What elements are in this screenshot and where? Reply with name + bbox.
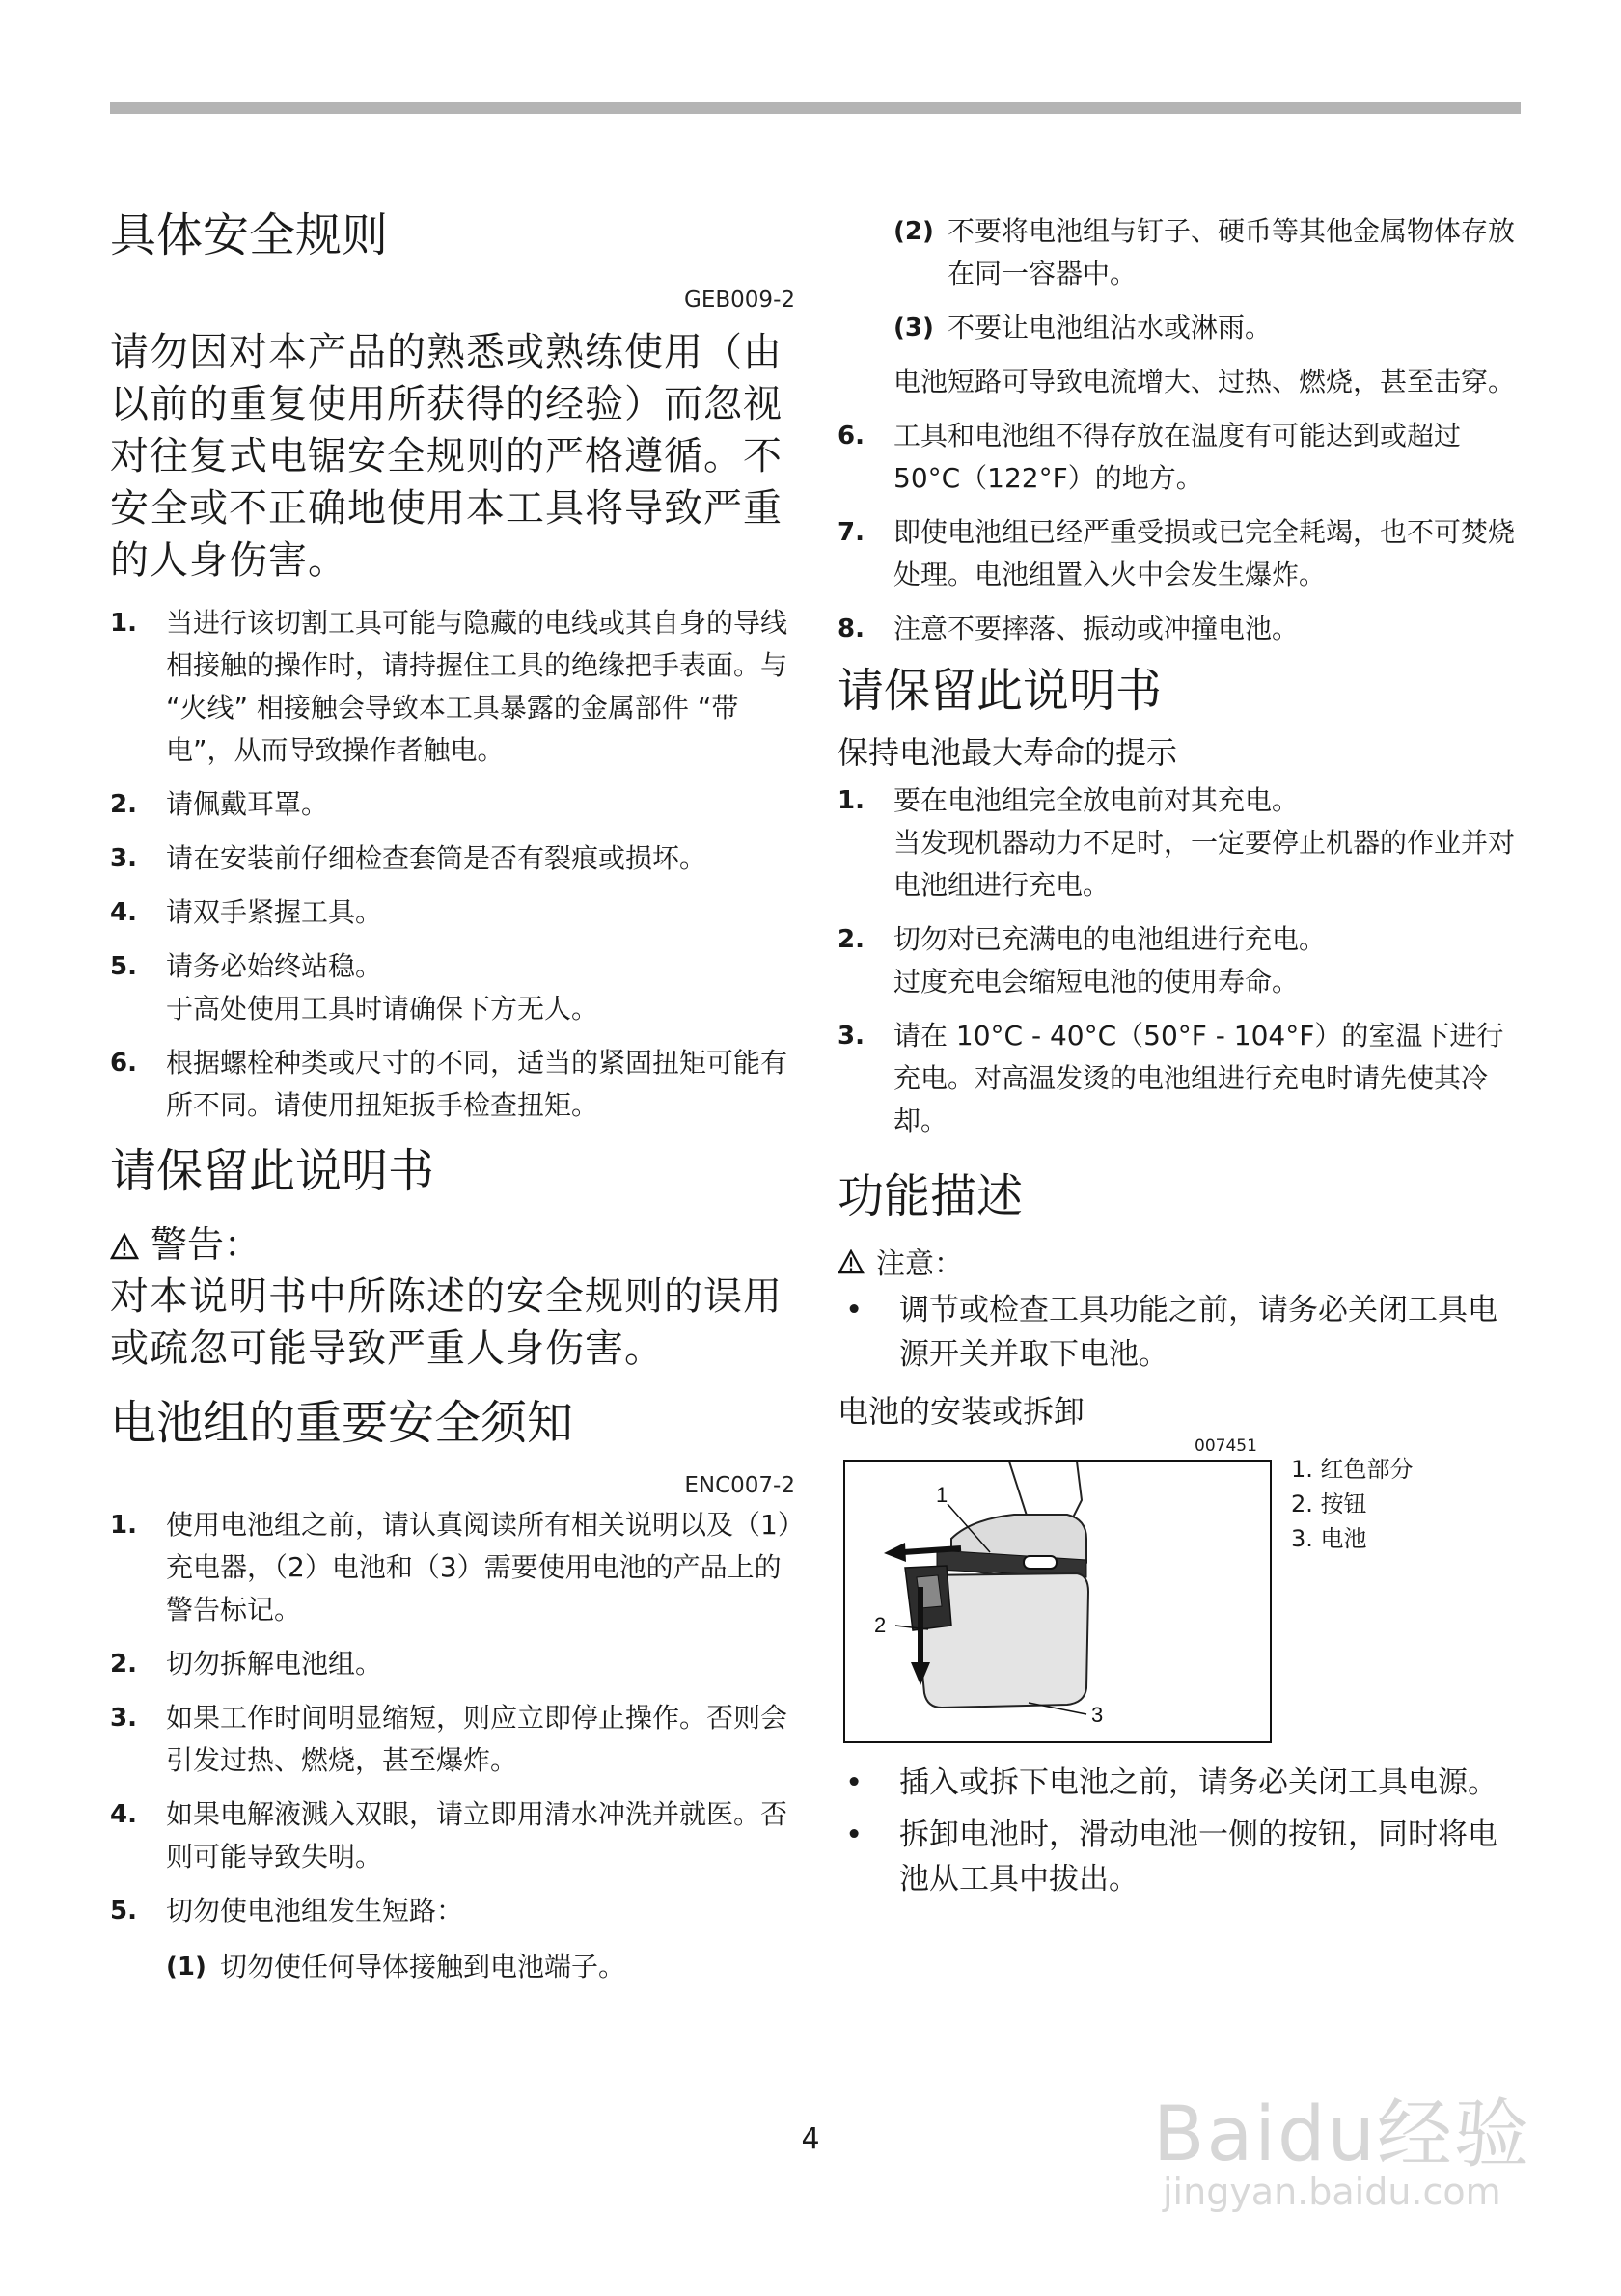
- tips-title: 保持电池最大寿命的提示: [838, 734, 1178, 771]
- battery-rule-item: [838, 415, 1525, 500]
- list-number: 4.: [110, 1799, 137, 1829]
- warning-paragraph: 请勿因对本产品的熟悉或熟练使用（由以前的重复使用所获得的经验）而忽视对往复式电锯安全规则的严格遵循。不安全或不正确地使用本工具将导致严重的人身伤害。: [110, 330, 783, 583]
- short-circuit-sublist: [893, 210, 1525, 349]
- list-number: 7.: [838, 518, 865, 547]
- tip-item: [838, 779, 1525, 907]
- list-text: 切勿使任何导体接触到电池端子。: [220, 1950, 626, 1982]
- battery-rule-item: [110, 1643, 795, 1685]
- battery-rule-item: [110, 1697, 795, 1782]
- battery-rules-list: [110, 1504, 795, 1932]
- safety-rules-list: [110, 602, 795, 1127]
- list-number: 3.: [110, 1703, 137, 1733]
- list-number: 5.: [110, 1896, 137, 1926]
- list-text: 如果工作时间明显缩短，则应立即停止操作。否则会引发过热、燃烧，甚至爆炸。: [166, 1701, 788, 1776]
- install-bullets: [838, 1761, 1525, 1901]
- bullet-text: 插入或拆下电池之前，请务必关闭工具电源。: [899, 1764, 1497, 1800]
- short-circuit-note: 电池短路可导致电流增大、过热、燃烧，甚至击穿。: [893, 366, 1516, 397]
- tip-item: [838, 918, 1525, 1003]
- rule-item: [110, 602, 795, 772]
- figure-code: 007451: [1195, 1435, 1257, 1456]
- callout-3: 3: [1091, 1702, 1104, 1727]
- rule-item: [110, 945, 795, 1030]
- section-title-specific-safety: 具体安全规则: [110, 208, 389, 262]
- caution-heading: [838, 1244, 1525, 1286]
- figure-illustration: [843, 1460, 1272, 1743]
- bullet-text: 拆卸电池时，滑动电池一侧的按钮，同时将电池从工具中拔出。: [899, 1817, 1497, 1897]
- list-number: (3): [893, 314, 934, 342]
- list-text: 工具和电池组不得存放在温度有可能达到或超过 50°C（122°F）的地方。: [893, 420, 1462, 494]
- warning-heading: [110, 1221, 795, 1271]
- bullet-dot-icon: •: [845, 1817, 864, 1852]
- list-text: 要在电池组完全放电前对其充电。 当发现机器动力不足时，一定要停止机器的作业并对电池组进行充电。: [893, 784, 1516, 901]
- legend-item: 1. 红色部分: [1291, 1455, 1414, 1483]
- section-title-save-instructions: 请保留此说明书: [110, 1144, 435, 1198]
- list-text: 注意不要摔落、振动或冲撞电池。: [893, 613, 1300, 644]
- warning-triangle-icon: [838, 1245, 865, 1286]
- caution-bullets: [838, 1288, 1525, 1377]
- list-text: 使用电池组之前，请认真阅读所有相关说明以及（1）充电器，（2）电池和（3）需要使用电池的产品上的警告标记。: [166, 1508, 791, 1626]
- battery-rules-list-continued: [838, 415, 1525, 650]
- battery-rule-item: [110, 1793, 795, 1878]
- tip-item: [838, 1015, 1525, 1142]
- battery-rule-item: [838, 511, 1525, 596]
- list-number: 6.: [110, 1049, 137, 1078]
- list-text: 请务必始终站稳。 于高处使用工具时请确保下方无人。: [166, 950, 599, 1025]
- left-column: [110, 193, 795, 2000]
- list-number: 3.: [838, 1022, 865, 1051]
- sub-item: [893, 210, 1525, 295]
- bullet-item: [838, 1288, 1525, 1377]
- list-number: 2.: [838, 925, 865, 954]
- battery-rule-item: [110, 1504, 795, 1631]
- right-column: [838, 193, 1525, 1909]
- section-title-save-instructions: 请保留此说明书: [838, 664, 1163, 718]
- list-number: (1): [166, 1952, 206, 1982]
- caution-label: 注意：: [876, 1247, 963, 1281]
- list-text: 不要让电池组沾水或淋雨。: [948, 312, 1273, 343]
- rule-item: [110, 891, 795, 934]
- callout-2: 2: [874, 1612, 887, 1637]
- list-number: 1.: [110, 1510, 137, 1540]
- warning-label: 警告：: [151, 1223, 261, 1266]
- battery-figure: [838, 1436, 1525, 1745]
- short-circuit-sublist: [166, 1946, 795, 1988]
- rule-item: [110, 783, 795, 826]
- list-text: 请佩戴耳罩。: [166, 788, 329, 820]
- list-text: 切勿使电池组发生短路：: [166, 1894, 464, 1927]
- list-text: 根据螺栓种类或尺寸的不同，适当的紧固扭矩可能有所不同。请使用扭矩扳手检查扭矩。: [166, 1047, 788, 1121]
- legend-item: 2. 按钮: [1291, 1490, 1367, 1517]
- sub-item: [893, 307, 1525, 349]
- warning-text: 对本说明书中所陈述的安全规则的误用或疏忽可能导致严重人身伤害。: [110, 1273, 783, 1371]
- bullet-dot-icon: •: [845, 1764, 864, 1800]
- bullet-text: 调节或检查工具功能之前，请务必关闭工具电源开关并取下电池。: [899, 1292, 1497, 1372]
- list-number: 1.: [110, 609, 137, 638]
- rule-item: [110, 837, 795, 880]
- warning-triangle-icon: [110, 1224, 139, 1271]
- list-text: 当进行该切割工具可能与隐藏的电线或其自身的导线相接触的操作时，请持握住工具的绝缘把手表面。与 “火线” 相接触会导致本工具暴露的金属部件 “带电”，从而导致操作者触电。: [166, 607, 788, 766]
- figure-legend: [1291, 1452, 1414, 1556]
- list-number: 6.: [838, 422, 865, 451]
- list-number: 2.: [110, 790, 137, 819]
- battery-rule-item: [110, 1890, 795, 1932]
- list-text: 切勿对已充满电的电池组进行充电。 过度充电会缩短电池的使用寿命。: [893, 923, 1327, 998]
- list-text: 请在 10°C - 40°C（50°F - 104°F）的室温下进行充电。对高温发烫的电池组进行充电时请先使其冷却。: [893, 1020, 1504, 1136]
- list-text: 请双手紧握工具。: [166, 896, 383, 928]
- battery-tips-list: [838, 779, 1525, 1142]
- battery-rule-item: [838, 608, 1525, 650]
- header-rule: [110, 102, 1521, 114]
- bullet-dot-icon: •: [845, 1292, 864, 1327]
- list-number: 1.: [838, 786, 865, 815]
- list-number: 5.: [110, 952, 137, 981]
- doc-code: ENC007-2: [684, 1472, 795, 1498]
- list-number: (2): [893, 217, 934, 246]
- doc-code: GEB009-2: [684, 287, 795, 313]
- list-number: 3.: [110, 844, 137, 873]
- list-text: 如果电解液溅入双眼，请立即用清水冲洗并就医。否则可能导致失明。: [166, 1797, 788, 1872]
- legend-item: 3. 电池: [1291, 1524, 1367, 1552]
- list-text: 不要将电池组与钉子、硬币等其他金属物体存放在同一容器中。: [948, 215, 1516, 289]
- page-number: 4: [801, 2122, 820, 2156]
- callout-1: 1: [936, 1482, 948, 1507]
- install-title: 电池的安装或拆卸: [838, 1392, 1085, 1430]
- rule-item: [110, 1042, 795, 1127]
- watermark-url: jingyan.baidu.com: [1163, 2171, 1501, 2213]
- watermark-brand: Baidu经验: [1153, 2091, 1531, 2178]
- bullet-item: [838, 1761, 1525, 1805]
- section-title-battery-safety: 电池组的重要安全须知: [110, 1395, 574, 1450]
- section-title-function: 功能描述: [838, 1169, 1024, 1223]
- list-text: 请在安装前仔细检查套筒是否有裂痕或损坏。: [166, 842, 707, 874]
- list-number: 8.: [838, 615, 865, 643]
- bullet-item: [838, 1813, 1525, 1901]
- list-number: 2.: [110, 1649, 137, 1679]
- list-text: 切勿拆解电池组。: [166, 1647, 383, 1680]
- list-text: 即使电池组已经严重受损或已完全耗竭，也不可焚烧处理。电池组置入火中会发生爆炸。: [893, 516, 1516, 590]
- sub-item: [166, 1946, 795, 1988]
- list-number: 4.: [110, 898, 137, 927]
